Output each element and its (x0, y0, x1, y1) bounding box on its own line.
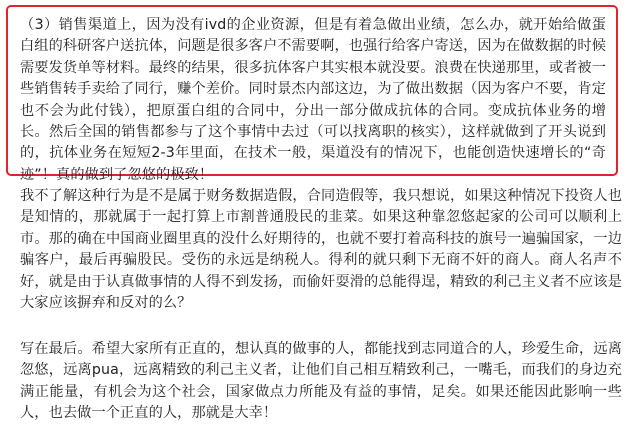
body-paragraph-3: 写在最后。希望大家所有正直的，想认真的做事的人，都能找到志同道合的人，珍爱生命，远离忽悠，远离pua，远离精致的利己主义者，让他们自己相互精致利己，一嘴毛，而我们的身边充满正能量，有机会为这个社会，国家做点力所能及有益的事情，足矣。如果还能因此影响一些人，也去做一个正直的人，那就是大幸！ (20, 341, 622, 422)
body-paragraph-2: 我不了解这种行为是不是属于财务数据造假，合同造假等，我只想说，如果这种情况下投资人也是知情的，那就属于一起打算上市割普通股民的韭菜。如果这种靠忽悠起家的公司可以顺利上市。那的确在中国商业圈里真的没什么好期待的，也就不要打着高科技的旗号一遍骗国家，一边骗客户，最后再骗股民。受伤的永远是纳税人。得利的就只剩下无商不奸的商人。商人名声不好，就是由于认真做事情的人得不到发扬，而偷奸耍滑的总能得逞，精致的利己主义者不应该是大家应该摒弃和反对的么？ (20, 188, 622, 312)
highlighted-paragraph: （3）销售渠道上，因为没有ivd的企业资源，但是有着急做出业绩，怎么办，就开始给做蛋白组的科研客户送抗体，问题是很多客户不需要啊，也强行给客户寄送，因为在做数据的时候需要发货单等材料。最终的结果，很多抗体客户其实根本就没要。浪费在快递那里，或者被一些销售转手卖给了同行，赚个差价。同时景杰内部这边，为了做出数据（因为客户不要，肯定也不会为此付钱），把原蛋白组的合同中，分出一部分做成抗体的合同。变成抗体业务的增长。然后全国的销售都参与了这个事情中去过（可以找离职的核实），这样就做到了开头说到的，抗体业务在短短2-3年里面，在技术一般，渠道没有的情况下，也能创造快速增长的“奇迹”！真的做到了忽悠的极致！ (20, 17, 606, 183)
highlighted-quote-box (6, 5, 618, 183)
